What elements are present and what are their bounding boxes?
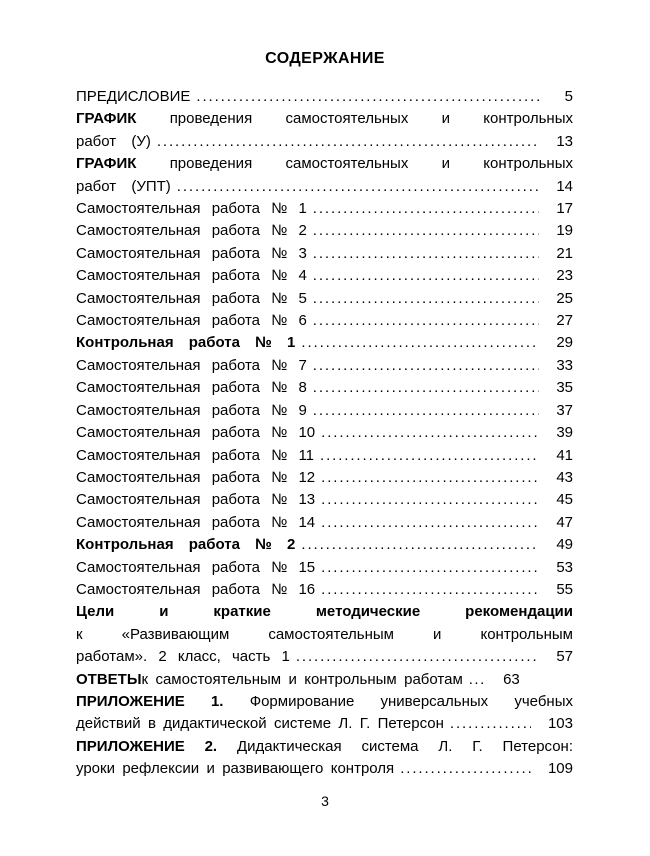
toc-entry-line	[76, 131, 573, 153]
toc-entry[interactable]	[76, 601, 573, 668]
toc-page-number[interactable]: 33	[556, 356, 573, 374]
toc-page-number[interactable]: 29	[556, 334, 573, 352]
toc-entry[interactable]	[76, 310, 573, 332]
toc-entry-title: Формирование универсальных учебных	[249, 692, 573, 710]
toc-entry-line	[76, 736, 573, 758]
toc-page-number[interactable]: 45	[556, 491, 573, 509]
toc-entry-title: Самостоятельная работа № 2	[76, 222, 307, 240]
toc-entry-title: работ (УПТ)	[76, 177, 171, 195]
toc-entry-title: Цели и краткие методические рекомендации	[76, 603, 573, 621]
toc-page-number[interactable]: 103	[547, 715, 573, 733]
toc-entry-line	[76, 557, 573, 579]
toc-entry-line	[76, 601, 573, 623]
toc-entry-line	[76, 534, 573, 556]
toc-entry-line	[76, 624, 573, 646]
toc-page-number[interactable]: 57	[556, 648, 573, 666]
toc-entry-title: Самостоятельная работа № 13	[76, 491, 316, 509]
toc-entry-title: проведения самостоятельных и контрольных	[169, 110, 573, 128]
toc-entry-title: Самостоятельная работа № 1	[76, 200, 307, 218]
toc-entry-lead: ПРИЛОЖЕНИЕ 1.	[76, 692, 224, 710]
dot-leader	[400, 758, 531, 780]
toc-entry[interactable]	[76, 377, 573, 399]
toc-entry[interactable]	[76, 220, 573, 242]
toc-entry-line	[76, 176, 573, 198]
toc-entry-title: Самостоятельная работа № 10	[76, 424, 316, 442]
toc-page-number[interactable]: 41	[556, 446, 573, 464]
toc-entry-title: Самостоятельная работа № 4	[76, 267, 307, 285]
page-title: СОДЕРЖАНИЕ	[265, 50, 385, 67]
toc-entry-title: к самостоятельным и контрольным работам	[141, 670, 463, 688]
toc-entry[interactable]	[76, 467, 573, 489]
toc-entry-line	[76, 243, 573, 265]
toc-page-number[interactable]: 35	[556, 379, 573, 397]
toc-entry-title: проведения самостоятельных и контрольных	[169, 155, 573, 173]
toc-entry[interactable]	[76, 669, 573, 691]
toc-entry-line	[76, 288, 573, 310]
toc-page-number[interactable]: 43	[556, 468, 573, 486]
dot-leader	[313, 288, 539, 310]
toc-entry-line	[76, 265, 573, 287]
toc-entry-line	[76, 198, 573, 220]
dot-leader	[469, 669, 486, 691]
toc-page-number[interactable]: 19	[556, 222, 573, 240]
toc-page-number[interactable]: 13	[556, 132, 573, 150]
dot-leader	[321, 422, 539, 444]
toc-entry-title: уроки рефлексии и развивающего контроля	[76, 760, 395, 778]
toc-entry-line	[76, 377, 573, 399]
toc-entry-lead: ГРАФИК	[76, 110, 137, 128]
toc-entry-title: ПРЕДИСЛОВИЕ	[76, 88, 191, 105]
toc-entry-title: действий в дидактической системе Л. Г. Петерсон	[76, 715, 444, 733]
dot-leader	[196, 86, 539, 108]
dot-leader	[321, 579, 539, 601]
toc-entry-lead: ПРИЛОЖЕНИЕ 2.	[76, 737, 218, 755]
dot-leader	[321, 557, 539, 579]
dot-leader	[313, 198, 539, 220]
toc-page-number[interactable]: 63	[503, 670, 520, 688]
toc-entry[interactable]	[76, 512, 573, 534]
toc-entry[interactable]	[76, 445, 573, 467]
toc-entry[interactable]	[76, 288, 573, 310]
toc-page-number[interactable]: 17	[556, 200, 573, 218]
toc-entry[interactable]	[76, 534, 573, 556]
dot-leader	[313, 220, 539, 242]
dot-leader	[296, 646, 539, 668]
dot-leader	[157, 131, 539, 153]
toc-entry-line	[76, 579, 573, 601]
dot-leader	[321, 512, 539, 534]
toc-page-number[interactable]: 47	[556, 513, 573, 531]
toc-entry-title: к «Развивающим самостоятельным и контрольным	[76, 625, 573, 643]
toc-entry-line	[76, 422, 573, 444]
toc-entry-line	[76, 669, 573, 691]
dot-leader	[313, 265, 539, 287]
dot-leader	[320, 445, 539, 467]
toc-entry-title: Самостоятельная работа № 5	[76, 289, 307, 307]
dot-leader	[313, 400, 539, 422]
toc-entry-title: Дидактическая система Л. Г. Петерсон:	[236, 737, 574, 755]
dot-leader	[321, 489, 539, 511]
toc-entry[interactable]	[76, 243, 573, 265]
toc-page-number[interactable]: 14	[556, 177, 573, 195]
toc-entry-title: Самостоятельная работа № 14	[76, 513, 316, 531]
toc-entry[interactable]	[76, 400, 573, 422]
dot-leader	[177, 176, 539, 198]
toc-entry-title: Самостоятельная работа № 7	[76, 356, 307, 374]
toc-entry[interactable]	[76, 265, 573, 287]
toc-entry-title: Самостоятельная работа № 15	[76, 558, 316, 576]
toc-entry-title: Контрольная работа № 1	[76, 334, 296, 352]
toc-entry[interactable]	[76, 422, 573, 444]
dot-leader	[321, 467, 539, 489]
toc-entry-line	[76, 489, 573, 511]
toc-entry-line	[76, 758, 573, 780]
toc-page-number[interactable]: 109	[547, 760, 573, 778]
table-of-contents	[76, 86, 573, 781]
toc-entry[interactable]	[76, 691, 573, 736]
toc-entry-line	[76, 646, 573, 668]
toc-entry-title: работам». 2 класс, часть 1	[76, 648, 290, 666]
toc-entry-line	[76, 713, 573, 735]
toc-entry[interactable]	[76, 355, 573, 377]
toc-entry-line	[76, 332, 573, 354]
toc-page-number[interactable]: 55	[556, 580, 573, 598]
toc-page-number[interactable]: 53	[556, 558, 573, 576]
toc-entry-line	[76, 355, 573, 377]
toc-page-number[interactable]: 39	[556, 424, 573, 442]
toc-page-number[interactable]: 25	[556, 289, 573, 307]
toc-entry[interactable]	[76, 736, 573, 781]
dot-leader	[301, 332, 539, 354]
toc-entry-title: Контрольная работа № 2	[76, 536, 296, 554]
toc-entry-line	[76, 108, 573, 130]
toc-entry[interactable]	[76, 557, 573, 579]
toc-page-number[interactable]: 23	[556, 267, 573, 285]
page-number: 3	[321, 793, 329, 809]
toc-entry-line	[76, 220, 573, 242]
toc-page-number[interactable]: 21	[556, 244, 573, 262]
toc-entry-line	[76, 153, 573, 175]
toc-entry-title: Самостоятельная работа № 12	[76, 468, 316, 486]
dot-leader	[301, 534, 539, 556]
dot-leader	[313, 355, 539, 377]
dot-leader	[450, 713, 531, 735]
dot-leader	[313, 377, 539, 399]
toc-entry-lead: ГРАФИК	[76, 155, 137, 173]
toc-entry-title: Самостоятельная работа № 11	[76, 446, 315, 464]
toc-entry[interactable]	[76, 86, 573, 108]
toc-page-number[interactable]: 27	[556, 312, 573, 330]
toc-entry-line	[76, 467, 573, 489]
dot-leader	[313, 243, 539, 265]
toc-entry-line	[76, 400, 573, 422]
toc-entry-lead: ОТВЕТЫ	[76, 670, 142, 688]
toc-entry-title: работ (У)	[76, 132, 151, 150]
toc-page-number[interactable]: 37	[556, 401, 573, 419]
toc-entry-title: Самостоятельная работа № 16	[76, 580, 316, 598]
toc-entry-line	[76, 310, 573, 332]
toc-entry[interactable]	[76, 153, 573, 198]
toc-entry[interactable]	[76, 579, 573, 601]
toc-entry[interactable]	[76, 489, 573, 511]
toc-entry[interactable]	[76, 198, 573, 220]
toc-page-number[interactable]: 5	[564, 88, 573, 105]
toc-entry-line	[76, 691, 573, 713]
toc-entry-title: Самостоятельная работа № 6	[76, 312, 307, 330]
toc-entry-line	[76, 512, 573, 534]
toc-entry-line	[76, 445, 573, 467]
toc-entry[interactable]	[76, 108, 573, 153]
dot-leader	[313, 310, 539, 332]
toc-entry[interactable]	[76, 332, 573, 354]
toc-entry-title: Самостоятельная работа № 3	[76, 244, 307, 262]
toc-page-number[interactable]: 49	[556, 536, 573, 554]
toc-entry-line	[76, 86, 573, 108]
toc-entry-title: Самостоятельная работа № 8	[76, 379, 307, 397]
toc-entry-title: Самостоятельная работа № 9	[76, 401, 307, 419]
